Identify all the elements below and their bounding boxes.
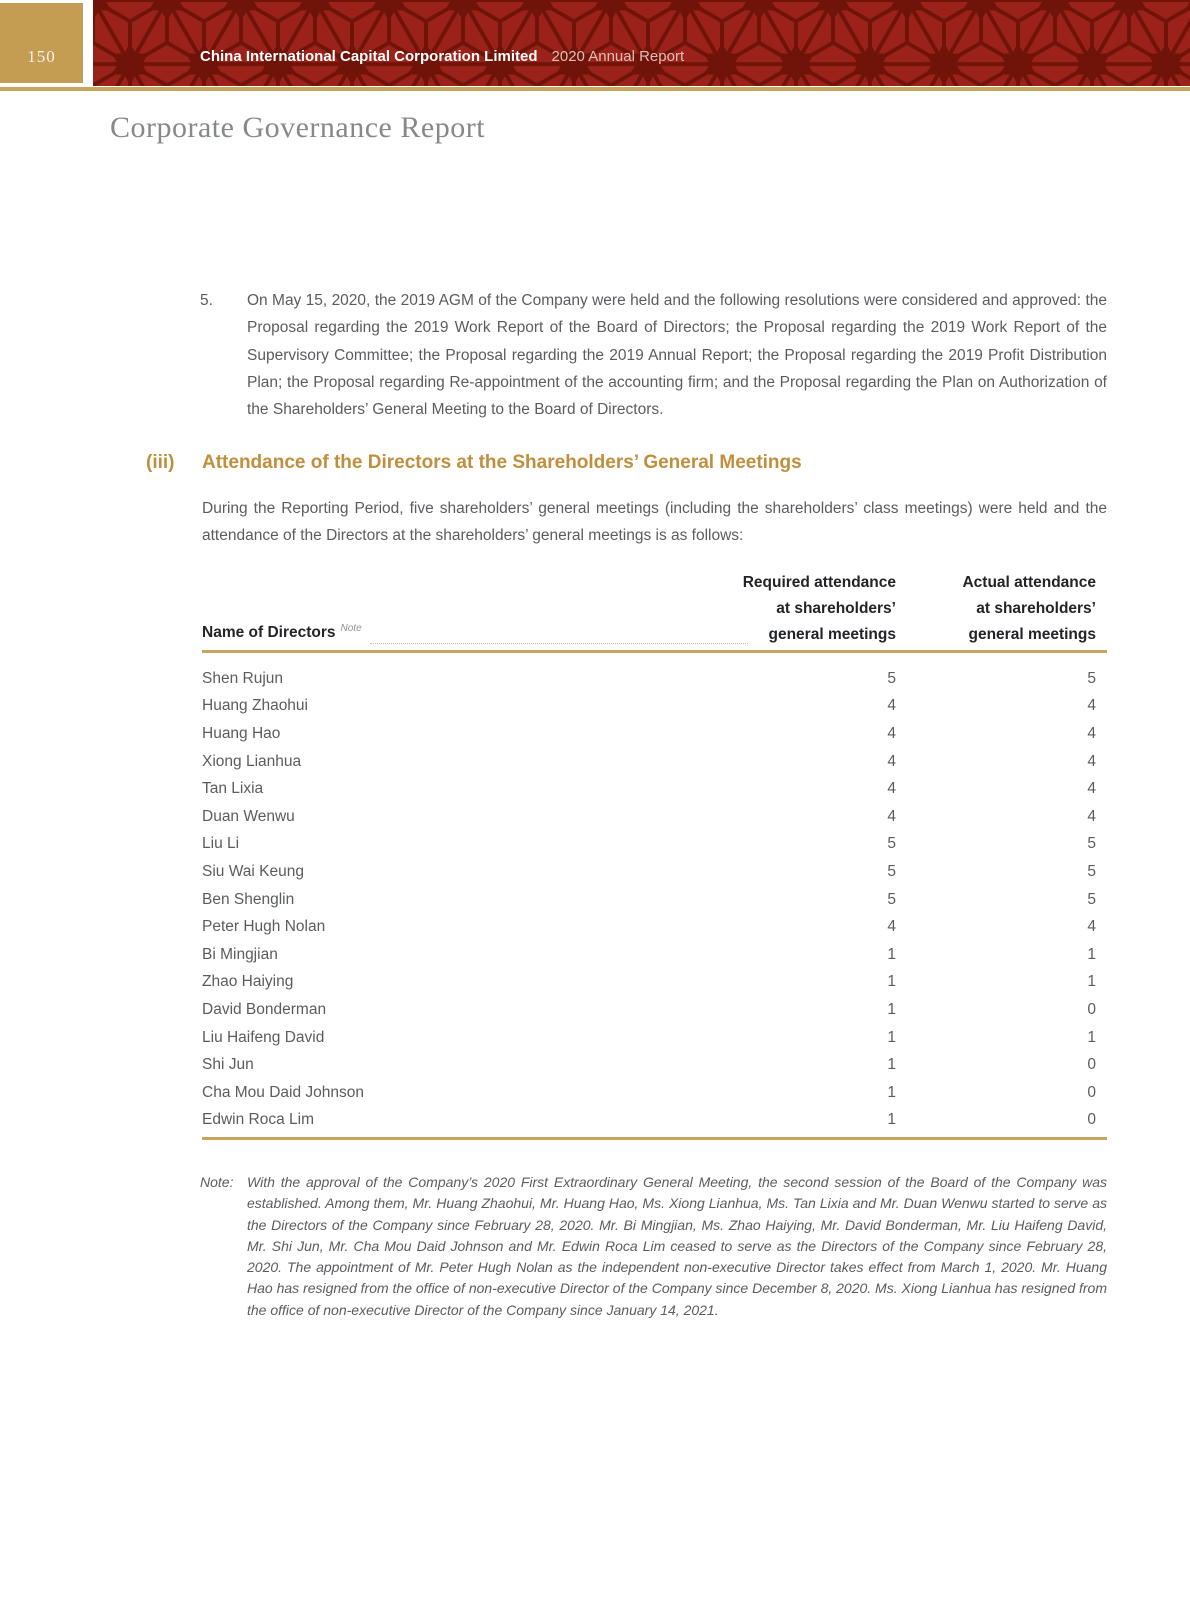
actual-attendance-value: 1 [1087,973,1096,991]
actual-header-line1: Actual attendance [962,574,1096,591]
banner-text [200,48,1190,65]
director-name: Xiong Lianhua [202,752,302,770]
column-header-name-label: Name of Directors [202,624,336,641]
table-row [202,831,1107,859]
attendance-table [202,570,1107,1140]
actual-attendance-value: 4 [1087,780,1096,798]
table-row [202,748,1107,776]
footnote-label: Note: [200,1174,234,1190]
section-heading-row [146,452,1107,474]
table-row [202,1079,1107,1107]
required-attendance-value: 1 [887,1028,896,1046]
actual-attendance-value: 0 [1087,1083,1096,1101]
list-item-5 [200,287,1107,423]
director-name: Liu Haifeng David [202,1028,325,1046]
table-bottom-rule [202,1137,1107,1140]
director-name: Bi Mingjian [202,945,278,963]
director-name: Liu Li [202,835,240,853]
company-name: China International Capital Corporation Limited [200,48,538,65]
required-attendance-value: 5 [887,862,896,880]
footnote-text: With the approval of the Company’s 2020 First Extraordinary General Meeting, the second session of the Board of the Company was established. Among them, Mr. Huang Zhaohui, Mr. Huang Hao, Ms. Xiong Lianhua, Ms. Tan Lixia and Mr. Duan Wenwu started to serve as the Directors of the Company since February 28, 2020. Mr. Bi Mingjian, Ms. Zhao Haiying, Mr. David Bonderman, Mr. Liu Haifeng David, Mr. Shi Jun, Mr. Cha Mou Daid Johnson and Mr. Edwin Roca Lim ceased to serve as the Directors of the Company since February 28, 2020. The appointment of Mr. Peter Hugh Nolan as the independent non-executive Director takes effect from March 1, 2020. Mr. Huang Hao has resigned from the office of non-executive Director of the Company since December 8, 2020. Ms. Xiong Lianhua has resigned from the office of non-executive Director of the Company since January 14, 2021. [247,1174,1107,1318]
required-attendance-value: 5 [887,890,896,908]
director-name: David Bonderman [202,1000,327,1018]
table-row [202,1024,1107,1052]
page-number-box [0,3,83,83]
table-row [202,1107,1107,1135]
director-name: Edwin Roca Lim [202,1111,314,1129]
director-name: Shen Rujun [202,669,284,687]
director-name: Cha Mou Daid Johnson [202,1083,364,1101]
actual-attendance-value: 0 [1087,1000,1096,1018]
table-row [202,1051,1107,1079]
footnote [200,1172,1107,1321]
required-header-line1: Required attendance [742,574,896,591]
actual-attendance-value: 0 [1087,1111,1096,1129]
dotted-leader [370,643,748,644]
page-title: Corporate Governance Report [110,111,486,144]
director-name: Shi Jun [202,1056,254,1074]
required-attendance-value: 4 [887,697,896,715]
section-heading: Attendance of the Directors at the Shareholders’ General Meetings [202,452,802,473]
table-row [202,913,1107,941]
actual-attendance-value: 0 [1087,1056,1096,1074]
list-item-5-marker: 5. [200,292,213,309]
actual-header-line2: at shareholders’ [976,600,1096,617]
director-name: Tan Lixia [202,780,264,798]
actual-attendance-value: 4 [1087,807,1096,825]
attendance-table-body [202,653,1107,1134]
director-name: Siu Wai Keung [202,862,304,880]
director-name: Huang Hao [202,724,281,742]
required-header-line3: general meetings [768,626,896,643]
page-number: 150 [27,47,56,66]
required-attendance-value: 4 [887,807,896,825]
table-row [202,996,1107,1024]
required-attendance-value: 1 [887,1083,896,1101]
note-superscript: Note [340,623,362,634]
table-row [202,969,1107,997]
actual-attendance-value: 1 [1087,945,1096,963]
actual-attendance-value: 5 [1087,835,1096,853]
table-row [202,720,1107,748]
header-gold-rule [0,87,1190,91]
actual-attendance-value: 1 [1087,1028,1096,1046]
column-header-actual [896,570,1107,648]
table-row [202,886,1107,914]
director-name: Huang Zhaohui [202,697,308,715]
actual-attendance-value: 4 [1087,697,1096,715]
actual-attendance-value: 4 [1087,918,1096,936]
actual-attendance-value: 5 [1087,669,1096,687]
report-edition: 2020 Annual Report [551,48,685,65]
actual-attendance-value: 4 [1087,724,1096,742]
director-name: Zhao Haiying [202,973,294,991]
section-marker: (iii) [146,452,175,473]
director-name: Ben Shenglin [202,890,295,908]
attendance-table-header [202,570,1107,653]
required-attendance-value: 1 [887,1056,896,1074]
required-attendance-value: 1 [887,945,896,963]
section-intro: During the Reporting Period, five shareholders’ general meetings (including the shareholders’ class meetings) were held and the attendance of the Directors at the shareholders’ general meetings is as follows: [202,500,1107,545]
required-header-line2: at shareholders’ [776,600,896,617]
required-attendance-value: 1 [887,1111,896,1129]
list-item-5-text: On May 15, 2020, the 2019 AGM of the Company were held and the following resolutions were considered and approved: the Proposal regarding the 2019 Work Report of the Board of Directors; the Proposal regarding the 2019 Work Report of the Supervisory Committee; the Proposal regarding the 2019 Annual Report; the Proposal regarding the 2019 Profit Distribution Plan; the Proposal regarding Re-appointment of the accounting firm; and the Proposal regarding the Plan on Authorization of the Shareholders’ General Meeting to the Board of Directors. [247,292,1107,419]
table-row [202,941,1107,969]
required-attendance-value: 5 [887,835,896,853]
required-attendance-value: 4 [887,724,896,742]
table-row [202,803,1107,831]
table-row [202,775,1107,803]
actual-header-line3: general meetings [968,626,1096,643]
table-row [202,858,1107,886]
header-banner [93,0,1190,86]
banner-pattern [93,0,1190,86]
director-name: Duan Wenwu [202,807,295,825]
required-attendance-value: 4 [887,780,896,798]
required-attendance-value: 4 [887,918,896,936]
required-attendance-value: 4 [887,752,896,770]
director-name: Peter Hugh Nolan [202,918,326,936]
required-attendance-value: 1 [887,973,896,991]
required-attendance-value: 5 [887,669,896,687]
required-attendance-value: 1 [887,1000,896,1018]
table-row [202,693,1107,721]
column-header-required [656,570,896,648]
actual-attendance-value: 5 [1087,890,1096,908]
actual-attendance-value: 4 [1087,752,1096,770]
table-row [202,665,1107,693]
actual-attendance-value: 5 [1087,862,1096,880]
